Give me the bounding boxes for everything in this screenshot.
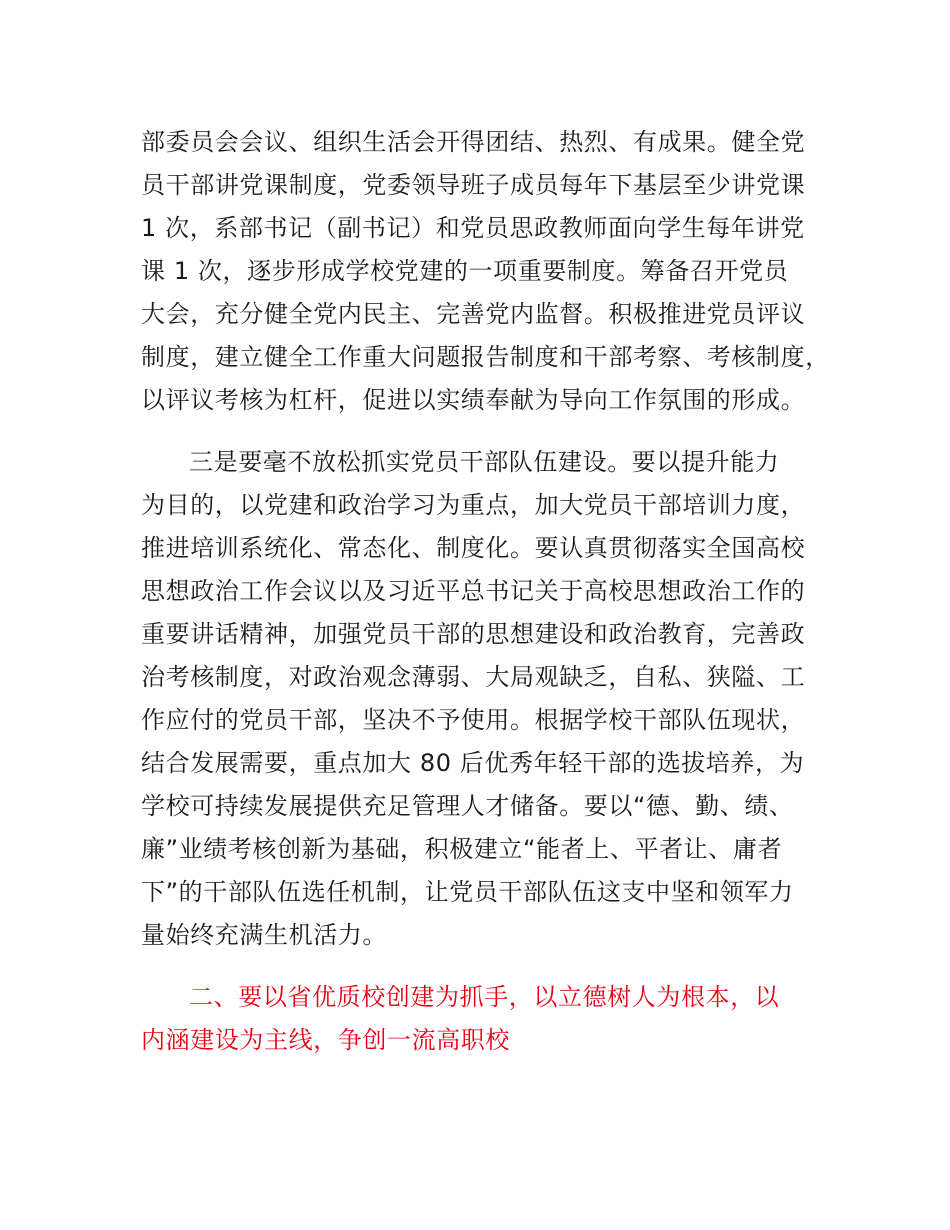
paragraph-2-line: 治考核制度，对政治观念薄弱、大局观缺乏，自私、狭隘、工 (141, 663, 806, 691)
paragraph-2-line: 思想政治工作会议以及习近平总书记关于高校思想政治工作的 (141, 577, 806, 605)
paragraph-1-line: 部委员会会议、组织生活会开得团结、热烈、有成果。健全党 (141, 128, 806, 156)
paragraph-2-line: 结合发展需要，重点加大 80 后优秀年轻干部的选拔培养，为 (141, 749, 805, 777)
paragraph-2-line: 三是要毫不放松抓实党员干部队伍建设。要以提升能力 (189, 448, 780, 476)
paragraph-1-line: 以评议考核为杠杆，促进以实绩奉献为导向工作氛围的形成。 (141, 386, 806, 414)
paragraph-2-line: 重要讲话精神，加强党员干部的思想建设和政治教育，完善政 (141, 620, 806, 648)
paragraph-2-line: 推进培训系统化、常态化、制度化。要认真贯彻落实全国高校 (141, 534, 806, 562)
paragraph-2-line: 下”的干部队伍选任机制，让党员干部队伍这支中坚和领军力 (141, 878, 794, 906)
paragraph-2-line: 学校可持续发展提供充足管理人才储备。要以“德、勤、绩、 (141, 792, 794, 820)
paragraph-2-line: 作应付的党员干部，坚决不予使用。根据学校干部队伍现状， (141, 706, 806, 734)
section-heading-line: 二、要以省优质校创建为抓手，以立德树人为根本，以 (189, 983, 780, 1011)
paragraph-1-line: 大会，充分健全党内民主、完善党内监督。积极推进党员评议 (141, 300, 806, 328)
paragraph-2-line: 廉”业绩考核创新为基础，积极建立“能者上、平者让、庸者 (141, 835, 783, 863)
paragraph-1-line: 课 1 次，逐步形成学校党建的一项重要制度。筹备召开党员 (141, 257, 789, 285)
paragraph-1-line: 制度，建立健全工作重大问题报告制度和干部考察、考核制度， (141, 343, 830, 371)
paragraph-2-line: 为目的，以党建和政治学习为重点，加大党员干部培训力度， (141, 491, 806, 519)
paragraph-1-line: 员干部讲党课制度，党委领导班子成员每年下基层至少讲党课 (141, 171, 806, 199)
section-heading-line: 内涵建设为主线，争创一流高职校 (141, 1026, 510, 1054)
paragraph-1-line: 1 次，系部书记（副书记）和党员思政教师面向学生每年讲党 (141, 214, 805, 242)
paragraph-2-line: 量始终充满生机活力。 (141, 921, 387, 949)
